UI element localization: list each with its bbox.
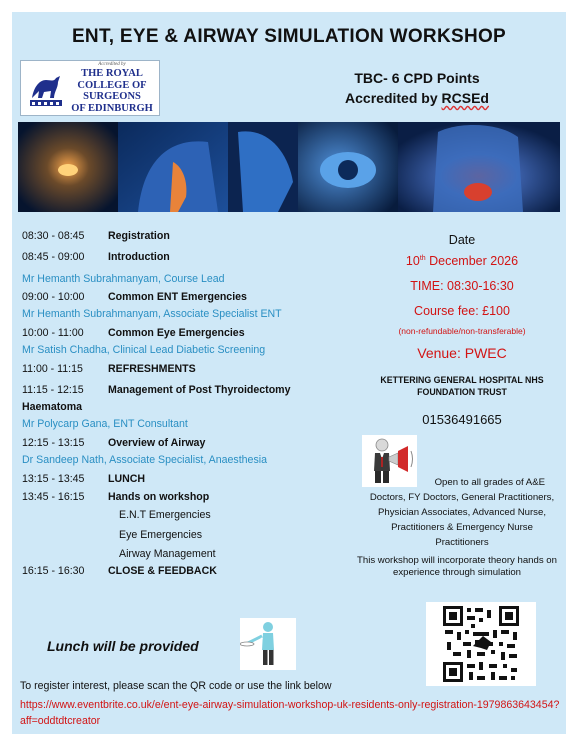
event-date [362,254,562,268]
accredited-line [312,88,522,108]
medical-banner-image [18,122,560,212]
logo-line-1: THE ROYAL [81,68,143,79]
register-instructions: To register interest, please scan the QR code or use the link below [20,680,332,692]
schedule-activity: Overview of Airway [108,437,206,449]
schedule-activity: Introduction [108,251,170,263]
accredited-prefix: Accredited by [345,90,442,106]
date-day: 10 [405,254,420,268]
hospital-name: KETTERING GENERAL HOSPITAL NHS FOUNDATION TRUST [380,375,544,397]
workshop-subitem: Airway Management [119,548,216,560]
schedule-speaker: Mr Polycarp Gana, ENT Consultant [22,418,188,430]
schedule-time: 13:15 - 13:45 [22,473,85,485]
schedule-activity: REFRESHMENTS [108,363,196,375]
fee-note: (non-refundable/non-transferable) [398,326,526,336]
schedule-activity: Registration [108,230,170,242]
schedule-time: 13:45 - 16:15 [22,491,85,503]
date-label: Date [448,233,476,247]
schedule-row [22,565,217,577]
cpd-points: TBC- 6 CPD Points [354,70,480,86]
schedule-row [22,363,196,375]
schedule-row [22,491,209,503]
registration-link[interactable]: https://www.eventbrite.co.uk/e/ent-eye-airway-simulation-workshop-uk-residents-only-registration-1979863643454?aff=oddtdtcreator [20,699,560,727]
schedule-time: 11:00 - 11:15 [22,363,83,375]
schedule-time: 12:15 - 13:15 [22,437,85,449]
venue: Venue: PWEC [417,345,507,361]
schedule-speaker: Dr Sandeep Nath, Associate Specialist, Anaesthesia [22,454,267,466]
date-suffix: th [419,254,426,262]
theory-text: This workshop will incorporate theory hands on experience through simulation [357,555,557,578]
workshop-subitem: Eye Emergencies [119,529,203,541]
audience-text [367,475,557,550]
workshop-subitem: E.N.T Emergencies [119,509,211,521]
schedule-row [22,437,205,449]
schedule-row [22,327,245,339]
schedule-speaker: Mr Hemanth Subrahmanyam, Course Lead [22,273,225,285]
logo-line-4: OF EDINBURGH [71,102,153,114]
schedule-activity: Common Eye Emergencies [108,327,245,339]
schedule-row [22,384,290,396]
schedule-time: 09:00 - 10:00 [22,291,85,303]
schedule-activity: Hands on workshop [108,491,210,503]
schedule-time: 16:15 - 16:30 [22,565,85,577]
crest-icon [24,64,68,112]
page-title: ENT, EYE & AIRWAY SIMULATION WORKSHOP [71,26,507,47]
schedule-time: 08:30 - 08:45 [22,230,85,242]
schedule-speaker: Mr Satish Chadha, Clinical Lead Diabetic Screening [22,344,266,356]
audience-line-1: Open to all grades of A&E [434,477,545,488]
schedule-row [22,230,170,242]
schedule-speaker: Mr Hemanth Subrahmanyam, Associate Specialist ENT [22,308,282,320]
schedule-time: 08:45 - 09:00 [22,251,85,263]
date-rest: December 2026 [425,254,519,268]
schedule-row [22,291,247,303]
logo-line-3: SURGEONS [83,91,141,102]
lunch-note: Lunch will be provided [47,638,199,654]
event-time: TIME: 08:30-16:30 [410,279,514,293]
course-fee: Course fee: £100 [414,304,510,318]
logo-line-2: COLLEGE OF [77,79,147,91]
schedule-row [22,473,145,485]
phone-number: 01536491665 [422,412,502,427]
schedule-activity: Management of Post Thyroidectomy [108,384,291,396]
schedule-activity: CLOSE & FEEDBACK [108,565,217,577]
flyer [12,12,566,734]
schedule-row [22,251,170,263]
schedule-continuation: Haematoma [22,401,83,413]
schedule-time: 11:15 - 12:15 [22,384,84,396]
schedule-activity: LUNCH [108,473,146,485]
schedule-time: 10:00 - 11:00 [22,327,84,339]
logo-text [68,62,156,114]
accredited-body: RCSEd [441,90,489,106]
audience-line-2: Doctors, FY Doctors, General Practitioners, Physician Associates, Advanced Nurse, Practitioners & Emergency Nurse Practitioners [369,492,555,548]
schedule-activity: Common ENT Emergencies [108,291,247,303]
qr-code-icon[interactable] [426,602,536,686]
rcsed-logo [20,60,160,116]
accreditation-block [312,68,522,108]
logo-accredited-by: Accredited by [98,62,126,67]
waiter-icon [240,618,296,670]
